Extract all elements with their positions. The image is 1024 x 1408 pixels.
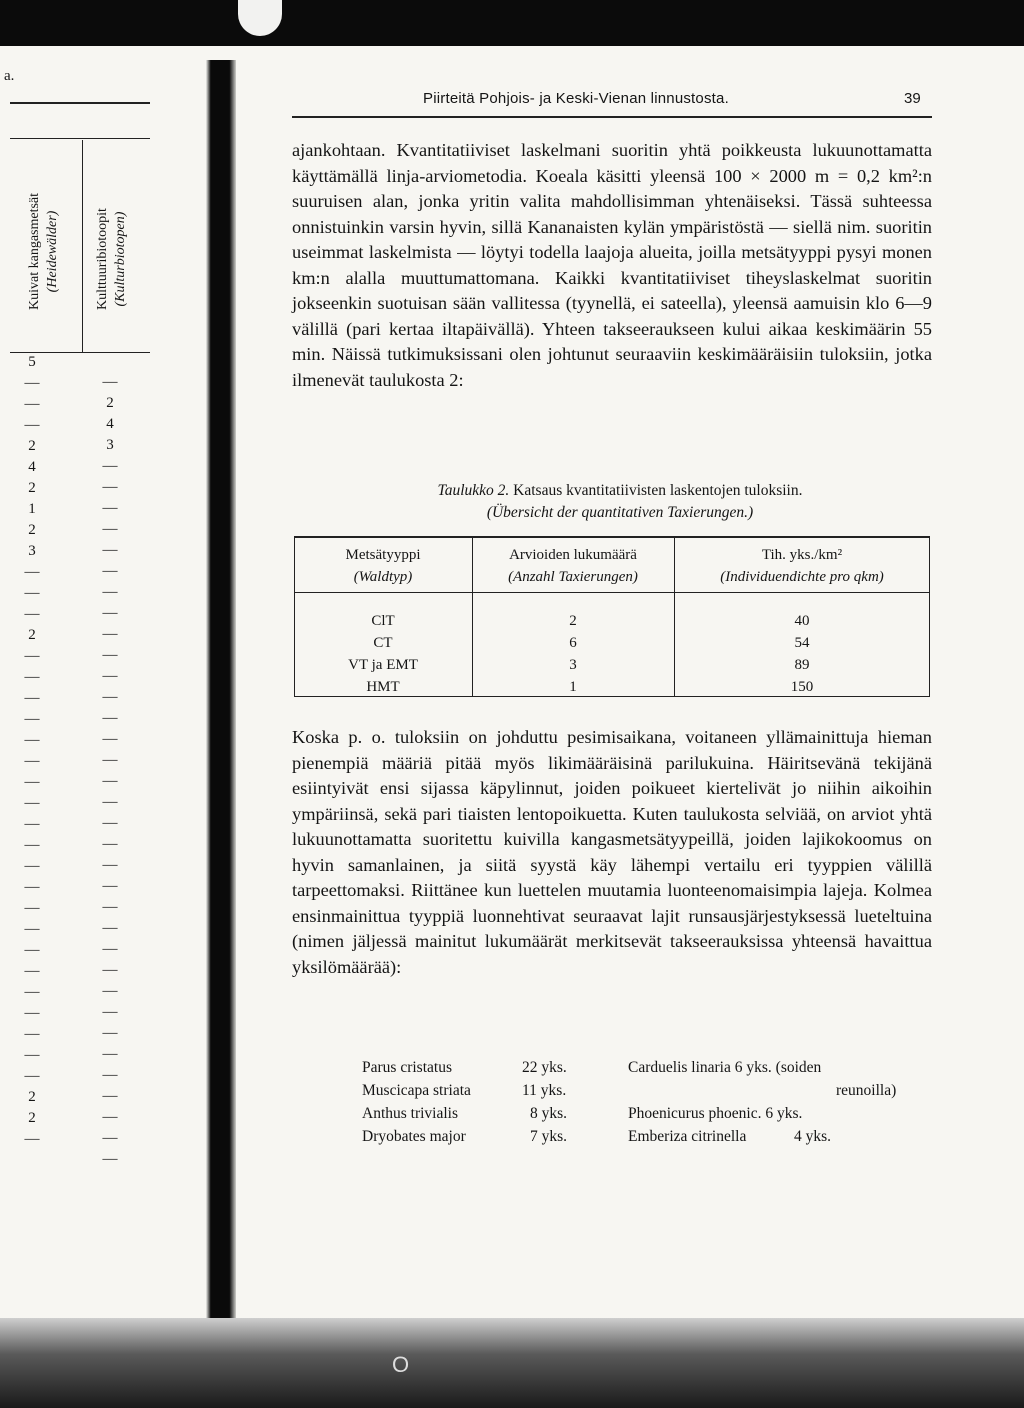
fragment-value: 2 xyxy=(28,1110,36,1126)
fragment-value: 2 xyxy=(28,438,36,454)
table-cell: 89 xyxy=(794,657,810,673)
fragment-value: — xyxy=(24,1005,40,1021)
fragment-value: — xyxy=(24,606,40,622)
table-subtitle: (Übersicht der quantitativen Taxierungen.) xyxy=(486,504,754,521)
fragment-value: — xyxy=(102,731,118,747)
fragment-value: 2 xyxy=(106,395,114,411)
species-list-left xyxy=(362,1056,592,1148)
header-density: Tih. yks./km² (Individuendichte pro qkm) xyxy=(720,547,884,585)
fragment-value: — xyxy=(102,773,118,789)
fragment-value: 3 xyxy=(106,437,114,453)
fragment-value: 2 xyxy=(28,480,36,496)
table-rule xyxy=(294,536,930,538)
fragment-value: — xyxy=(102,668,118,684)
species-row: Anthus trivialis 8 yks. xyxy=(362,1105,568,1122)
fragment-value: — xyxy=(102,794,118,810)
fragment-value: — xyxy=(102,1088,118,1104)
scan-bottom-shadow xyxy=(0,1318,1024,1408)
fragment-letter: a. xyxy=(4,68,15,84)
body-paragraph-1 xyxy=(292,138,932,393)
fragment-value: — xyxy=(102,647,118,663)
table-cell: 1 xyxy=(569,679,577,695)
column-count xyxy=(472,610,674,698)
fragment-value: — xyxy=(24,858,40,874)
fragment-value: — xyxy=(102,920,118,936)
table-rule xyxy=(294,592,930,593)
fragment-value: — xyxy=(102,1046,118,1062)
fragment-value: — xyxy=(102,1025,118,1041)
fragment-value: — xyxy=(24,396,40,412)
column-forest-type xyxy=(294,610,472,698)
fragment-col2-values xyxy=(98,372,122,1170)
fragment-value: — xyxy=(24,1068,40,1084)
table-label: Taulukko 2. xyxy=(437,482,510,499)
body-paragraph-2 xyxy=(292,725,932,980)
fragment-value: 2 xyxy=(28,1089,36,1105)
table-title: Katsaus kvantitatiivisten laskentojen tuloksiin. xyxy=(513,482,803,499)
fragment-value: — xyxy=(24,963,40,979)
page-number: 39 xyxy=(904,90,921,107)
fragment-value: — xyxy=(24,900,40,916)
fragment-value: — xyxy=(24,732,40,748)
fragment-value: — xyxy=(24,1131,40,1147)
fragment-value: 3 xyxy=(28,543,36,559)
fragment-value: — xyxy=(24,942,40,958)
fragment-column-divider xyxy=(82,140,83,352)
fragment-value: — xyxy=(24,690,40,706)
fragment-value: 4 xyxy=(28,459,36,475)
header-count: Arvioiden lukumäärä (Anzahl Taxierungen) xyxy=(508,547,638,585)
header-rule xyxy=(292,116,932,118)
table-cell: 150 xyxy=(790,679,814,695)
fragment-value: — xyxy=(102,878,118,894)
fragment-value: — xyxy=(102,941,118,957)
species-row: Muscicapa striata 11 yks. xyxy=(362,1082,567,1099)
table-cell: HMT xyxy=(366,679,400,695)
fragment-value: — xyxy=(24,564,40,580)
fragment-value: — xyxy=(102,584,118,600)
fragment-value: 1 xyxy=(28,501,36,517)
fragment-value: — xyxy=(24,879,40,895)
fragment-col2-header: Kulttuuribiotoopit (Kulturbiotopen) xyxy=(95,208,128,310)
fragment-value: — xyxy=(102,500,118,516)
fragment-value: — xyxy=(24,669,40,685)
fragment-value: — xyxy=(24,1047,40,1063)
species-list-right xyxy=(628,1056,928,1148)
fragment-value: — xyxy=(24,984,40,1000)
fragment-value: — xyxy=(102,1109,118,1125)
paragraph-text: Koska p. o. tuloksiin on johduttu pesimisaikana, voitaneen yllämainittuja hieman pienempiä määriä pitää myös likimääräisinä parilukuina. Häiritsevänä tekijänä esiintyivät ensi sijassa käpylinnut, joiden poikueet kiertelivät jo niihin aikoihin ympäriinsä, sekä pari tiaisten lentopoikuetta. Kuten taulukosta selviää, on arviot yhtä lukuunottamatta suoritettu kuivilla kangasmetsätyypeillä, joiden lajikokoomus on hyvin samanlainen, ja siitä syystä käy lähempi vertailu eri tyyppien välillä tarpeettomaksi. Riittänee kun luettelen muutamia luonteenomaisimpia lajeja. Kolmea ensinmainittua tyyppiä luonnehtivat seuraavat lajit runsausjärjestyksessä lueteltuina (nimen jäljessä mainitut lukumäärät merkitsevät takseerauksissa yhteensä havaittua yksilömäärää): xyxy=(292,727,932,977)
fragment-value: — xyxy=(102,836,118,852)
paragraph-text: ajankohtaan. Kvantitatiiviset laskelmani suoritin yhtä poikkeusta lukuunottamatta käyttämällä linja-arviometodia. Koeala käsitti yleensä 100 × 2000 m = 0,2 km²:n suuruisen alan, jonka yritin valita mahdollisimman yhtenäiseksi. Tässä suhteessa onnistuinkin varsin hyvin, sillä Kananaisten kylän ympäristöstä — siellä nim. suoritin useimmat laskelmista — löytyi todella laajoja alueita, joilla metsätyyppi pysyi monen km:n alalla muuttumattomana. Kaikki kvantitatiiviset tiheyslaskelmat suoritin jokseenkin suotuisan sään vallitessa (tyynellä, ei sateella), yleensä aamuisin klo 6—9 välillä (pari kertaa iltapäivällä). Yhteen takseeraukseen kului aikaa keskimäärin 55 min. Näissä tutkimuksissani olen johtunut seuraaviin keskimääräisiin tuloksiin, jotka ilmenevät taulukosta 2: xyxy=(292,140,932,390)
fragment-value: — xyxy=(24,795,40,811)
fragment-value: — xyxy=(102,626,118,642)
fragment-value: — xyxy=(24,816,40,832)
fragment-value: 5 xyxy=(28,354,36,370)
fragment-value: — xyxy=(102,983,118,999)
fragment-value: — xyxy=(102,857,118,873)
fragment-value: — xyxy=(24,417,40,433)
fragment-value: — xyxy=(102,605,118,621)
fragment-value: — xyxy=(102,458,118,474)
fragment-value: — xyxy=(102,815,118,831)
fragment-rule xyxy=(10,102,150,104)
fragment-value: — xyxy=(102,521,118,537)
book-spine-shadow xyxy=(206,60,236,1390)
species-row: reunoilla) xyxy=(836,1082,897,1099)
table-cell: 2 xyxy=(569,613,577,629)
fragment-value: — xyxy=(102,1067,118,1083)
fragment-value: — xyxy=(24,585,40,601)
fragment-value: — xyxy=(24,753,40,769)
fragment-value: — xyxy=(24,375,40,391)
table-cell: ClT xyxy=(371,613,395,629)
fragment-value: 2 xyxy=(28,627,36,643)
fragment-value: — xyxy=(24,921,40,937)
table-cell: CT xyxy=(373,635,393,651)
fragment-value: — xyxy=(24,648,40,664)
fragment-value: — xyxy=(102,752,118,768)
fragment-rule xyxy=(10,138,150,139)
species-row: Carduelis linaria 6 yks. (soiden xyxy=(628,1059,822,1076)
table-cell: 3 xyxy=(569,657,577,673)
fragment-col1-values xyxy=(20,352,44,1150)
fragment-value: — xyxy=(102,479,118,495)
fragment-value: — xyxy=(102,962,118,978)
species-row: Emberiza citrinella 4 yks. xyxy=(628,1128,832,1145)
fragment-value: — xyxy=(24,774,40,790)
running-title: Piirteitä Pohjois- ja Keski-Vienan linnustosta. xyxy=(423,90,729,107)
fragment-value: — xyxy=(102,542,118,558)
fragment-value: 2 xyxy=(28,522,36,538)
fragment-value: — xyxy=(24,837,40,853)
fragment-value: — xyxy=(102,563,118,579)
species-row: Dryobates major 7 yks. xyxy=(362,1128,568,1145)
column-density xyxy=(674,610,930,698)
density-table xyxy=(294,536,930,696)
table-cell: VT ja EMT xyxy=(348,657,418,673)
fragment-value: — xyxy=(102,899,118,915)
fragment-value: — xyxy=(102,1004,118,1020)
fragment-value: — xyxy=(102,710,118,726)
fragment-value: — xyxy=(102,689,118,705)
table-cell: 54 xyxy=(794,635,810,651)
fragment-value: — xyxy=(102,1130,118,1146)
table-cell: 40 xyxy=(794,613,810,629)
fragment-value: — xyxy=(102,374,118,390)
fragment-col1-header: Kuivat kangasmetsät (Heidewälder) xyxy=(27,192,60,310)
fragment-value: — xyxy=(102,1151,118,1167)
scan-bottom-mark: O xyxy=(392,1352,412,1377)
species-row: Phoenicurus phoenic. 6 yks. xyxy=(628,1105,803,1122)
fragment-value: — xyxy=(24,1026,40,1042)
table-caption xyxy=(340,480,900,524)
fragment-value: — xyxy=(24,711,40,727)
header-forest-type: Metsätyyppi (Waldtyp) xyxy=(345,547,421,585)
fragment-value: 4 xyxy=(106,416,114,432)
table-cell: 6 xyxy=(569,635,577,651)
scan-top-shadow xyxy=(0,0,1024,46)
species-row: Parus cristatus 22 yks. xyxy=(362,1059,567,1076)
